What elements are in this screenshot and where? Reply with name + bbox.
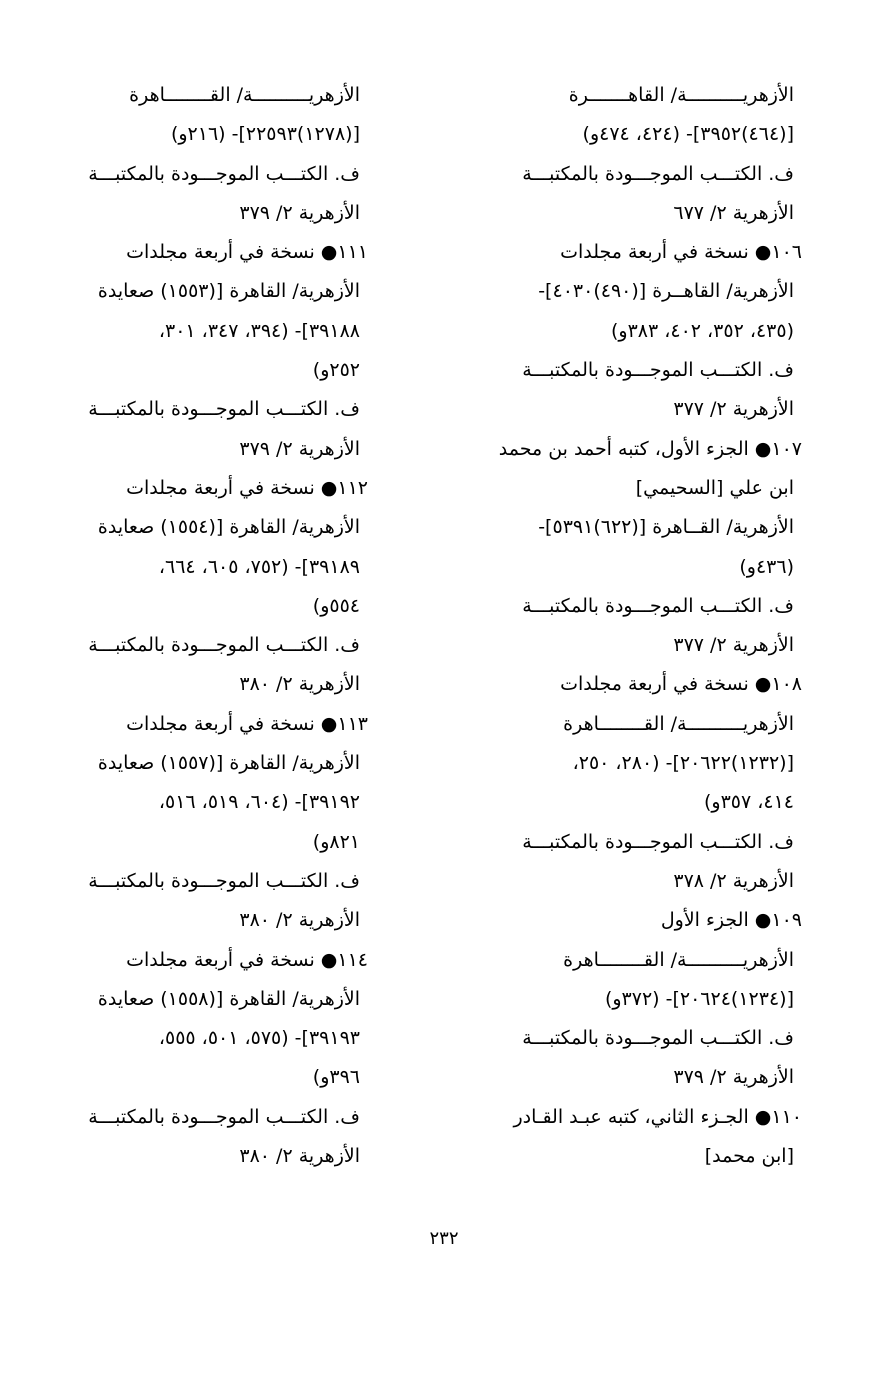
entry-line: الأزهرية ٢/ ٣٧٧	[673, 634, 794, 657]
entry-heading: ١١٣● نسخة في أربعة مجلدات	[126, 712, 368, 735]
entry-line: [(١٢٣٢)٢٠٦٢٢]- (٢٨٠، ٢٥٠،	[572, 752, 794, 775]
entry-line: ف. الكتـــب الموجـــودة بالمكتبـــة	[88, 869, 360, 892]
entry-line: ف. الكتـــب الموجـــودة بالمكتبـــة	[522, 359, 794, 382]
entry-line: الأزهرية/ القاهــرة [(٤٩٠)٤٠٣٠]-	[538, 280, 794, 303]
entry-line: ٣٩٦و)	[312, 1066, 360, 1089]
entry-line: الأزهرية ٢/ ٣٨٠	[239, 673, 360, 696]
entry-line: الأزهرية ٢/ ٣٧٧	[673, 398, 794, 421]
entry-line: ٤١٤، ٣٥٧و)	[703, 791, 794, 814]
entry-line: الأزهرية/ القاهرة [(١٥٥٣) صعايدة	[97, 280, 360, 303]
entry-line: ابن علي [السحيمي]	[635, 476, 794, 499]
entry-heading: ١١٠● الجـزء الثاني، كتبه عبـد القـادر	[513, 1105, 802, 1128]
entry-line: [(١٢٧٨)٢٢٥٩٣]- (٢١٦و)	[170, 123, 360, 146]
entry-heading: ١٠٦● نسخة في أربعة مجلدات	[560, 241, 802, 264]
entry-line: [(١٢٣٤)٢٠٦٢٤]- (٣٧٢و)	[604, 987, 794, 1010]
entry-line: الأزهريــــــــــة/ القــــــــاهرة	[563, 712, 794, 735]
left-column	[68, 76, 368, 1176]
entry-line: ف. الكتـــب الموجـــودة بالمكتبـــة	[522, 1027, 794, 1050]
entry-line: ٣٩١٩٣]- (٥٧٥، ٥٠١، ٥٥٥،	[158, 1027, 360, 1050]
entry-line: [ابن محمد]	[704, 1145, 794, 1168]
entry-line: الأزهرية ٢/ ٣٨٠	[239, 909, 360, 932]
entry-line: الأزهرية/ القاهرة [(١٥٥٨) صعايدة	[97, 987, 360, 1010]
entry-line: ٣٩١٩٢]- (٦٠٤، ٥١٩، ٥١٦،	[158, 791, 360, 814]
entry-line: الأزهرية/ القاهرة [(١٥٥٤) صعايدة	[97, 516, 360, 539]
entry-line: [(٤٦٤)٣٩٥٢]- (٤٢٤، ٤٧٤و)	[582, 123, 794, 146]
entry-line: ف. الكتـــب الموجـــودة بالمكتبـــة	[88, 634, 360, 657]
entry-line: ٣٩١٨٨]- (٣٩٤، ٣٤٧، ٣٠١،	[158, 319, 360, 342]
entry-line: الأزهرية ٢/ ٣٧٩	[239, 201, 360, 224]
entry-line: الأزهريــــــــــة/ القــــــــاهرة	[129, 84, 360, 106]
entry-line: (٤٣٥، ٣٥٢، ٤٠٢، ٣٨٣و)	[610, 319, 794, 342]
entry-heading: ١٠٩● الجزء الأول	[660, 909, 802, 932]
entry-line: الأزهرية/ القاهرة [(١٥٥٧) صعايدة	[97, 752, 360, 775]
entry-line: ف. الكتـــب الموجـــودة بالمكتبـــة	[88, 1105, 360, 1128]
entry-line: الأزهرية ٢/ ٣٧٩	[239, 437, 360, 460]
entry-heading: ١١٤● نسخة في أربعة مجلدات	[126, 948, 368, 971]
entry-line: ٣٩١٨٩]- (٧٥٢، ٦٠٥، ٦٦٤،	[158, 555, 360, 578]
entry-line: ف. الكتـــب الموجـــودة بالمكتبـــة	[88, 162, 360, 185]
entry-line: ف. الكتـــب الموجـــودة بالمكتبـــة	[88, 398, 360, 421]
entry-line: (٤٣٦و)	[739, 555, 794, 578]
entry-line: ٥٥٤و)	[312, 594, 360, 617]
entry-line: الأزهريــــــــــة/ القــــــــاهرة	[563, 948, 794, 971]
entry-heading: ١١٢● نسخة في أربعة مجلدات	[126, 476, 368, 499]
entry-heading: ١١١● نسخة في أربعة مجلدات	[126, 241, 368, 264]
entry-line: الأزهرية ٢/ ٦٧٧	[673, 201, 794, 224]
entry-line: ف. الكتـــب الموجـــودة بالمكتبـــة	[522, 594, 794, 617]
entry-heading: ١٠٨● نسخة في أربعة مجلدات	[560, 673, 802, 696]
entry-line: ف. الكتـــب الموجـــودة بالمكتبـــة	[522, 162, 794, 185]
entry-line: الأزهرية ٢/ ٣٨٠	[239, 1145, 360, 1168]
entry-line: الأزهرية ٢/ ٣٧٩	[673, 1066, 794, 1089]
entry-line: ف. الكتـــب الموجـــودة بالمكتبـــة	[522, 830, 794, 853]
page-number: ٢٣٢	[429, 1228, 459, 1249]
entry-line: ٢٥٢و)	[312, 359, 360, 382]
entry-heading: ١٠٧● الجزء الأول، كتبه أحمد بن محمد	[498, 437, 802, 460]
entry-line: الأزهرية/ القــاهرة [(٦٢٢)٥٣٩١]-	[538, 516, 794, 539]
entry-line: الأزهرية ٢/ ٣٧٨	[673, 869, 794, 892]
entry-line: ٨٢١و)	[312, 830, 360, 853]
entry-line: الأزهريــــــــــة/ القاهـــــــرة	[568, 84, 794, 106]
right-column	[442, 76, 802, 1176]
